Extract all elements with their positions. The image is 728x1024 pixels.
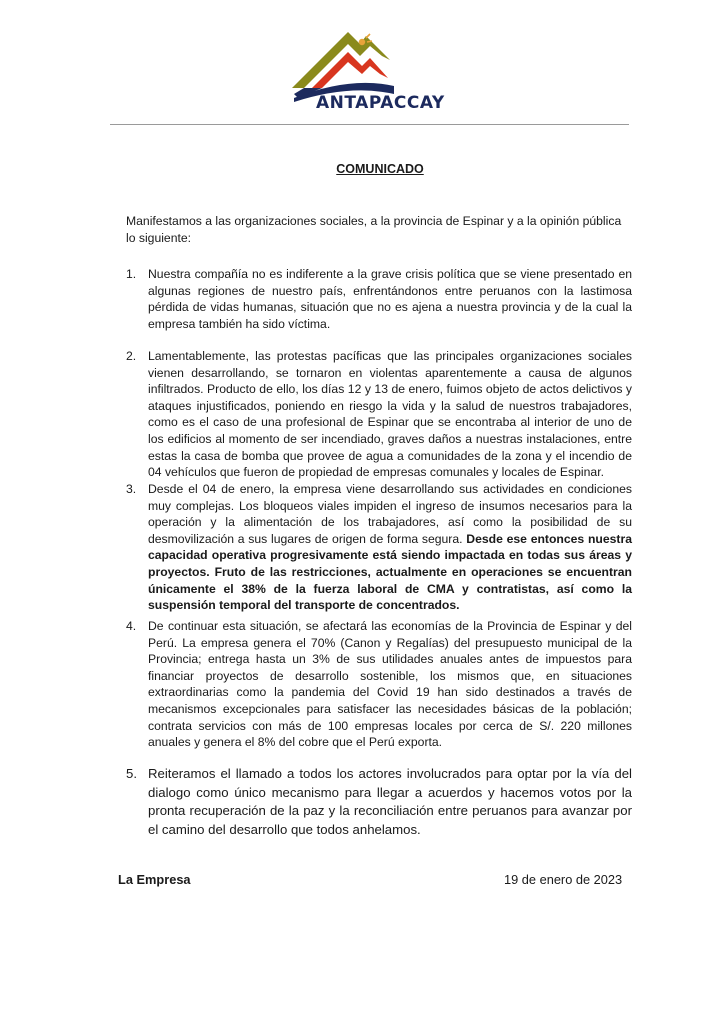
document-date: 19 de enero de 2023	[504, 872, 623, 887]
list-item	[126, 348, 632, 481]
signature: La Empresa	[118, 872, 191, 887]
intro-paragraph: Manifestamos a las organizaciones sociales, a la provincia de Espinar y a la opinión pública lo siguiente:	[126, 214, 622, 245]
item-number: 5.	[126, 766, 137, 781]
logo-text: ANTAPACCAY	[316, 93, 445, 113]
item-text: Nuestra compañía no es indiferente a la grave crisis política que se viene presentado en algunas regiones de nuestro país, enfrentándonos entre peruanos con la lastimosa pérdida de vidas humanas, situación que no es ajena a nuestra provincia y de la cual la empresa también ha sido víctima.	[148, 267, 632, 331]
list-item	[126, 481, 632, 614]
item-text-bold: Desde ese entonces nuestra capacidad operativa progresivamente está siendo impactada en todas sus áreas y proyectos. Fruto de las restricciones, actualmente en operaciones se encuentran únicamente el 38% de la fuerza laboral de CMA y contratistas, así como la suspensión temporal del transporte de concentrados.	[148, 531, 632, 613]
item-text	[148, 481, 632, 614]
item-number: 3.	[126, 482, 137, 496]
item-number: 2.	[126, 349, 137, 363]
item-number: 4.	[126, 619, 137, 633]
list-item	[126, 618, 632, 751]
item-text: De continuar esta situación, se afectará las economías de la Provincia de Espinar y del Perú. La empresa genera el 70% (Canon y Regalías) del presupuesto municipal de la Provincia; entrega hasta un 3% de sus utilidades anuales antes de impuestos para financiar proyectos de desarrollo sostenible, los mismos que, en situaciones extraordinarias como la pandemia del Covid 19 han sido destinados a través de mecanismos excepcionales para satisfacer las necesidades básicas de la población; contrata servicios con más de 100 empresas locales por cerca de S/. 220 millones anuales y genera el 8% del cobre que el Perú exporta.	[148, 619, 632, 750]
item-number: 1.	[126, 267, 137, 281]
header-divider	[110, 124, 629, 125]
item-text: Lamentablemente, las protestas pacíficas que las principales organizaciones sociales vienen desarrollando, se tornaron en violentas aparentemente a causa de algunos infiltrados. Producto de ello, los días 12 y 13 de enero, fuimos objeto de actos delictivos y ataques injustificados, poniendo en riesgo la vida y la salud de nuestros trabajadores, como es el caso de una profesional de Espinar que se encontraba al interior de uno de los edificios al momento de ser incendiado, graves daños a nuestras instalaciones, entre estas la casa de bomba que provee de agua a comunidades de la zona y el incendio de 04 vehículos que fueron de propiedad de empresas comunales y locales de Espinar.	[148, 349, 632, 480]
list-item	[126, 765, 632, 839]
document-title: COMUNICADO	[336, 162, 424, 176]
item-text: Reiteramos el llamado a todos los actores involucrados para optar por la vía del dialogo como único mecanismo para llegar a acuerdos y hacemos votos por la pronta recuperación de la paz y la reconciliación entre peruanos para avanzar por el camino del desarrollo que todos anhelamos.	[148, 766, 632, 837]
item-text-regular: Desde el 04 de enero, la empresa viene desarrollando sus actividades en condiciones muy complejas. Los bloqueos viales impiden el ingreso de insumos necesarios para la operación y la alimentación de los trabajadores, así como la posibilidad de su desmovilización a sus lugares de origen de forma segura.	[148, 482, 632, 546]
list-item	[126, 266, 632, 332]
